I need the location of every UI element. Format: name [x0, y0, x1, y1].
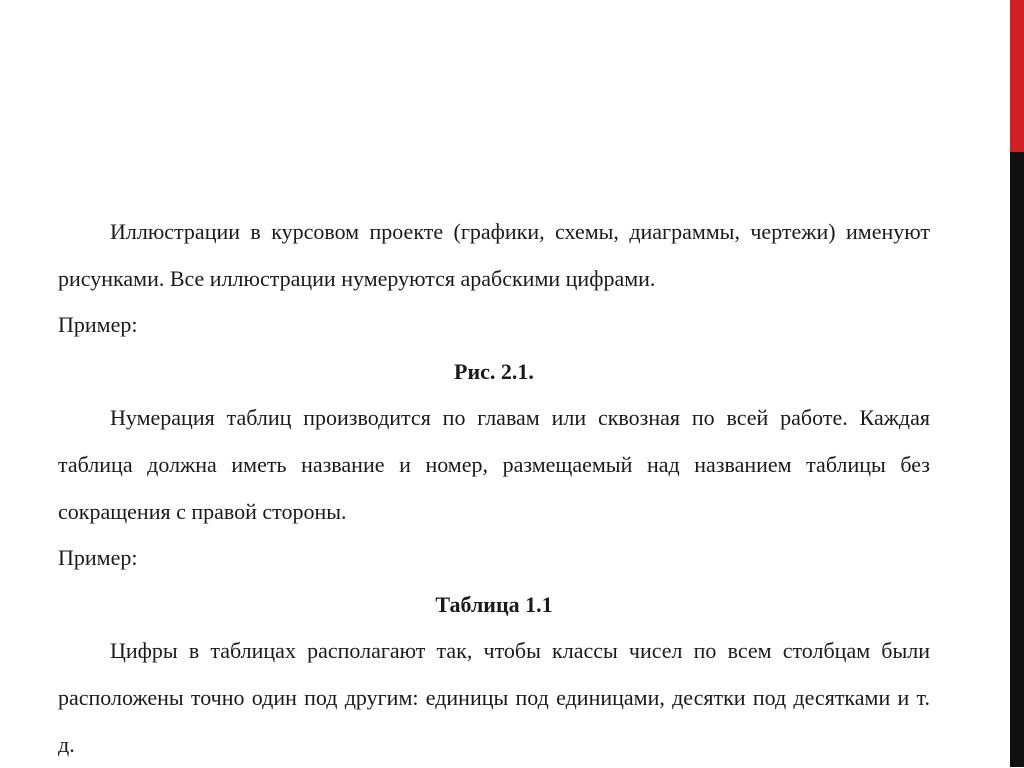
paragraph-illustrations: Иллюстрации в курсовом проекте (графики, схемы, диаграммы, чертежи) именуют рисунками. Все иллюстрации нумеруются арабскими цифрами. — [58, 219, 930, 291]
slide-body — [58, 209, 930, 768]
paragraph-table-digits: Цифры в таблицах располагают так, чтобы классы чисел по всем столбцам были расположены точно один под другим: единицы под единицами, десятки под десятками и т. д. — [58, 638, 930, 757]
table-caption: Таблица 1.1 — [435, 591, 553, 617]
figure-caption: Рис. 2.1. — [454, 358, 534, 384]
accent-bar-dark — [1010, 152, 1024, 767]
accent-bar-red — [1010, 0, 1024, 152]
example-label-2: Пример: — [58, 545, 138, 571]
example-label-1: Пример: — [58, 312, 138, 338]
paragraph-table-numbering: Нумерация таблиц производится по главам или сквозная по всей работе. Каждая таблица должна иметь название и номер, размещаемый над названием таблицы без сокращения с правой стороны. — [58, 405, 930, 524]
